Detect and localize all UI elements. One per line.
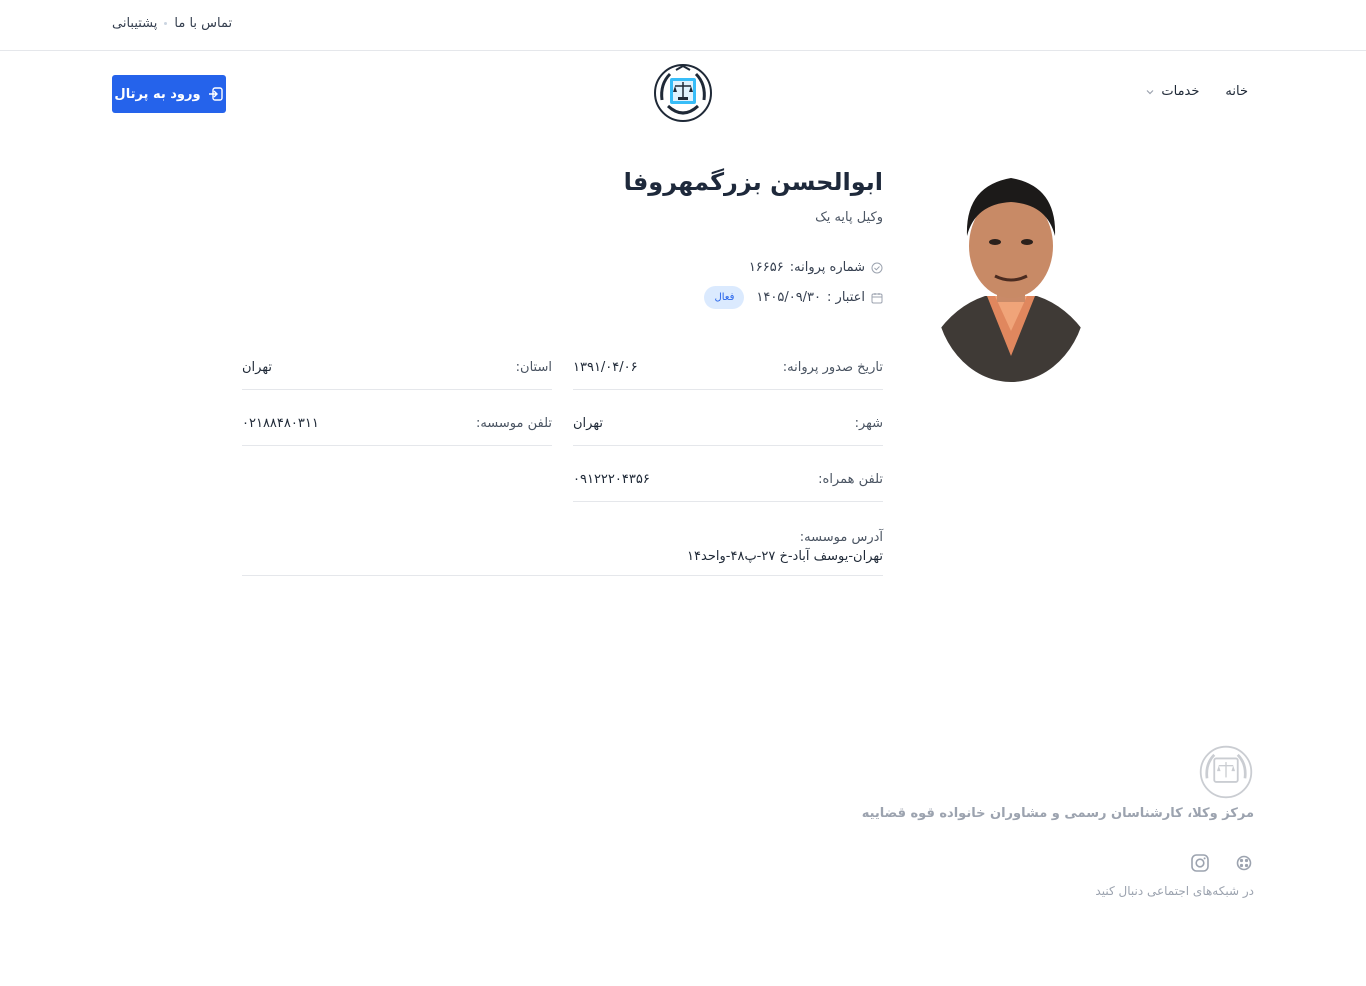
lawyer-role: وکیل پایه یک	[815, 210, 883, 225]
lawyer-name: ابوالحسن بزرگمهروفا	[623, 168, 883, 196]
issue-date-field	[573, 346, 883, 390]
login-icon	[208, 86, 224, 102]
portal-login-button[interactable]	[112, 75, 226, 113]
chevron-down-icon	[1145, 87, 1155, 97]
aparat-icon[interactable]	[1234, 853, 1254, 873]
support-link[interactable]: پشتیبانی	[112, 16, 158, 31]
city-label: شهر:	[854, 416, 883, 431]
separator-dot	[164, 22, 167, 25]
top-bar	[0, 0, 1366, 51]
mobile-field	[573, 458, 883, 502]
address-field	[242, 516, 883, 576]
social-links	[1190, 853, 1254, 873]
validity-label: اعتبار :	[827, 290, 865, 305]
nav-home[interactable]: خانه	[1225, 84, 1248, 99]
city-field	[573, 402, 883, 446]
office-phone-field	[242, 402, 552, 446]
contact-link[interactable]: تماس با ما	[174, 16, 233, 31]
address-value: تهران-یوسف آباد-خ ۲۷-پ۴۸-واحد۱۴	[687, 549, 883, 564]
nav-services-label: خدمات	[1161, 84, 1200, 99]
footer-title: مرکز وکلا، کارشناسان رسمی و مشاوران خانواده قوه قضاییه	[861, 806, 1254, 821]
office-phone-label: تلفن موسسه:	[475, 416, 552, 431]
mobile-label: تلفن همراه:	[818, 472, 883, 487]
calendar-icon	[871, 292, 883, 304]
lawyer-photo	[935, 156, 1087, 382]
judiciary-logo[interactable]	[652, 62, 714, 124]
main-header	[0, 52, 1366, 136]
status-badge: فعال	[704, 286, 744, 309]
follow-text: در شبکه‌های اجتماعی دنبال کنید	[1095, 884, 1254, 898]
validity-row	[704, 286, 883, 309]
main-nav	[1145, 84, 1248, 99]
province-value: تهران	[242, 360, 272, 375]
license-row	[749, 260, 883, 275]
top-links	[112, 16, 232, 31]
instagram-icon[interactable]	[1190, 853, 1210, 873]
mobile-value: ۰۹۱۲۲۲۰۴۳۵۶	[573, 472, 650, 487]
office-phone-value: ۰۲۱۸۸۴۸۰۳۱۱	[242, 416, 319, 431]
city-value: تهران	[573, 416, 603, 431]
issue-date-value: ۱۳۹۱/۰۴/۰۶	[573, 360, 638, 375]
validity-date: ۱۴۰۵/۰۹/۳۰	[756, 290, 822, 305]
province-label: استان:	[515, 360, 552, 375]
address-label: آدرس موسسه:	[799, 530, 883, 545]
license-number: ۱۶۶۵۶	[748, 260, 784, 275]
nav-services[interactable]	[1145, 84, 1199, 99]
check-circle-icon	[871, 262, 883, 274]
province-field	[242, 346, 552, 390]
footer-logo	[1198, 744, 1254, 800]
license-label: شماره پروانه:	[789, 260, 865, 275]
issue-date-label: تاریخ صدور پروانه:	[782, 360, 883, 375]
portal-login-label: ورود به پرتال	[114, 86, 201, 102]
